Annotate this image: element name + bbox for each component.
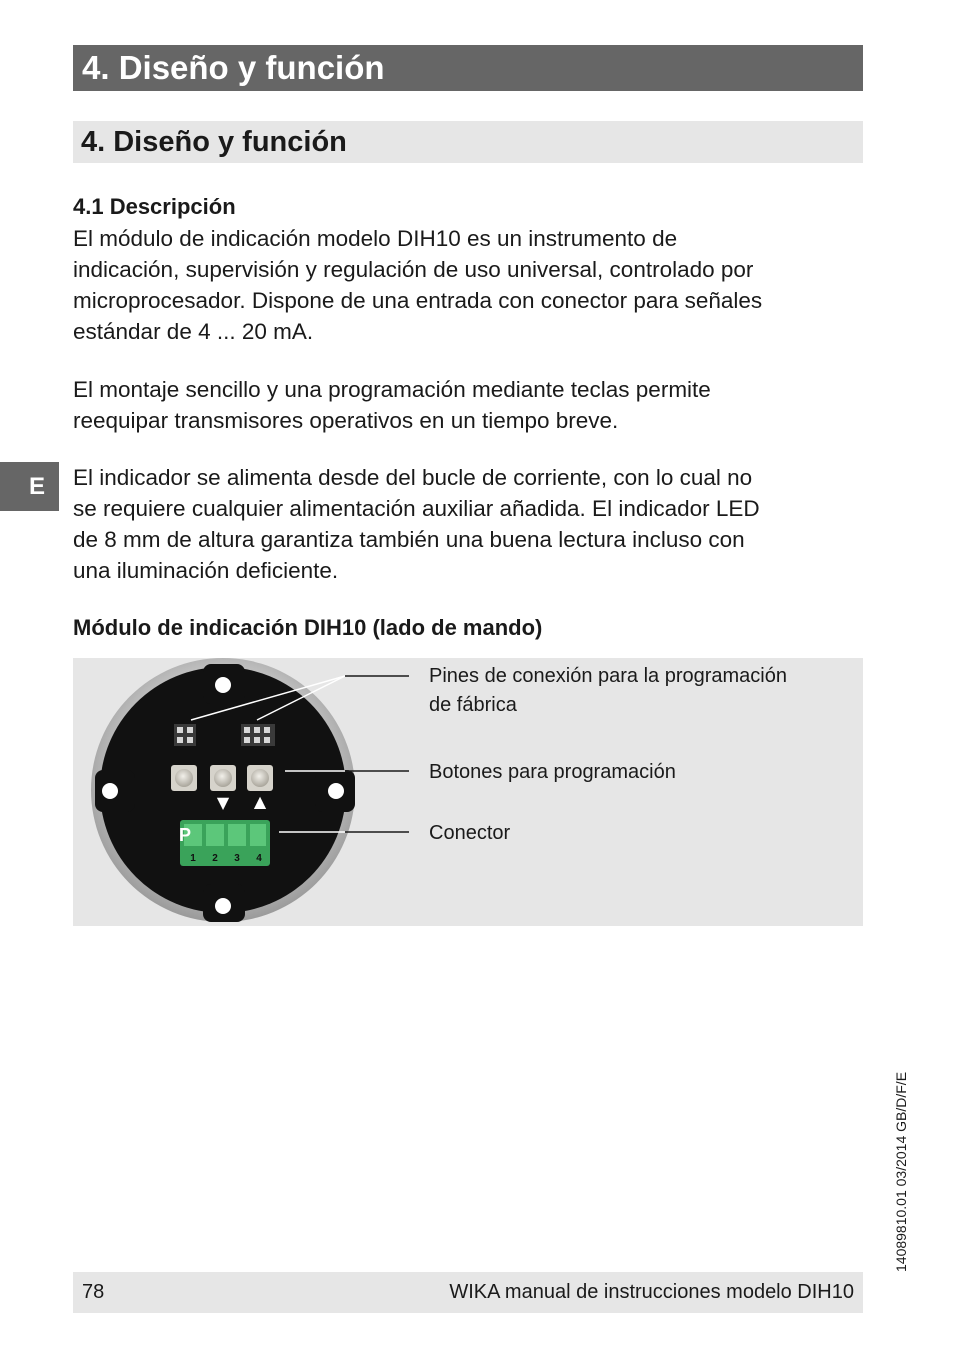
paragraph-2	[73, 374, 863, 436]
up-arrow-label: ▲	[253, 792, 267, 811]
terminal-number: 2	[212, 853, 218, 864]
pin-header-left	[174, 724, 196, 746]
programming-button-p	[171, 765, 197, 791]
paragraph-line: El indicador se alimenta desde del bucle de corriente, con lo cual no	[73, 465, 753, 490]
chapter-title: 4. Diseño y función	[73, 45, 863, 91]
paragraph-line: se requiere cualquier alimentación auxiliar añadida. El indicador LED	[73, 496, 760, 521]
paragraph-1	[73, 223, 863, 347]
mounting-hole	[215, 677, 231, 693]
programming-button-down	[210, 765, 236, 791]
down-arrow-label: ▼	[216, 793, 230, 812]
programming-button-up	[247, 765, 273, 791]
callout-line: Pines de conexión para la programación	[429, 665, 787, 687]
paragraph-line: indicación, supervisión y regulación de uso universal, controlado por	[73, 257, 754, 282]
page-footer	[73, 1272, 863, 1313]
paragraph-3	[73, 462, 863, 586]
paragraph-line: microprocesador. Dispone de una entrada con conector para señales	[73, 288, 763, 313]
callout-connector: Conector	[429, 822, 511, 844]
device-figure	[73, 658, 863, 926]
paragraph-line: estándar de 4 ... 20 mA.	[73, 319, 314, 344]
callout-programming-pins	[429, 662, 787, 720]
page-number: 78	[82, 1281, 105, 1303]
paragraph-line: El montaje sencillo y una programación mediante teclas permite	[73, 377, 711, 402]
language-tab: E	[0, 462, 59, 511]
footer-title: WIKA manual de instrucciones modelo DIH10	[449, 1281, 854, 1303]
paragraph-line: El módulo de indicación modelo DIH10 es un instrumento de	[73, 226, 678, 251]
subsection-heading: 4.1 Descripción	[73, 194, 236, 219]
section-title: 4. Diseño y función	[73, 121, 863, 163]
paragraph-line: reequipar transmisores operativos en un tiempo breve.	[73, 408, 619, 433]
leader-lines-dark	[345, 676, 409, 832]
terminal-number: 4	[256, 853, 262, 864]
pin-header-right	[241, 724, 275, 746]
p-label: P	[179, 825, 192, 845]
callout-line: de fábrica	[429, 694, 517, 716]
mounting-hole	[102, 783, 118, 799]
terminal-number: 3	[234, 853, 240, 864]
mounting-hole	[328, 783, 344, 799]
paragraph-line: una iluminación deficiente.	[73, 558, 339, 583]
document-code: 14089810.01 03/2014 GB/D/F/E	[893, 1071, 909, 1272]
figure-heading: Módulo de indicación DIH10 (lado de mando)	[73, 615, 543, 640]
mounting-hole	[215, 898, 231, 914]
paragraph-line: de 8 mm de altura garantiza también una buena lectura incluso con	[73, 527, 745, 552]
terminal-number: 1	[190, 853, 196, 864]
callout-buttons: Botones para programación	[429, 761, 676, 783]
